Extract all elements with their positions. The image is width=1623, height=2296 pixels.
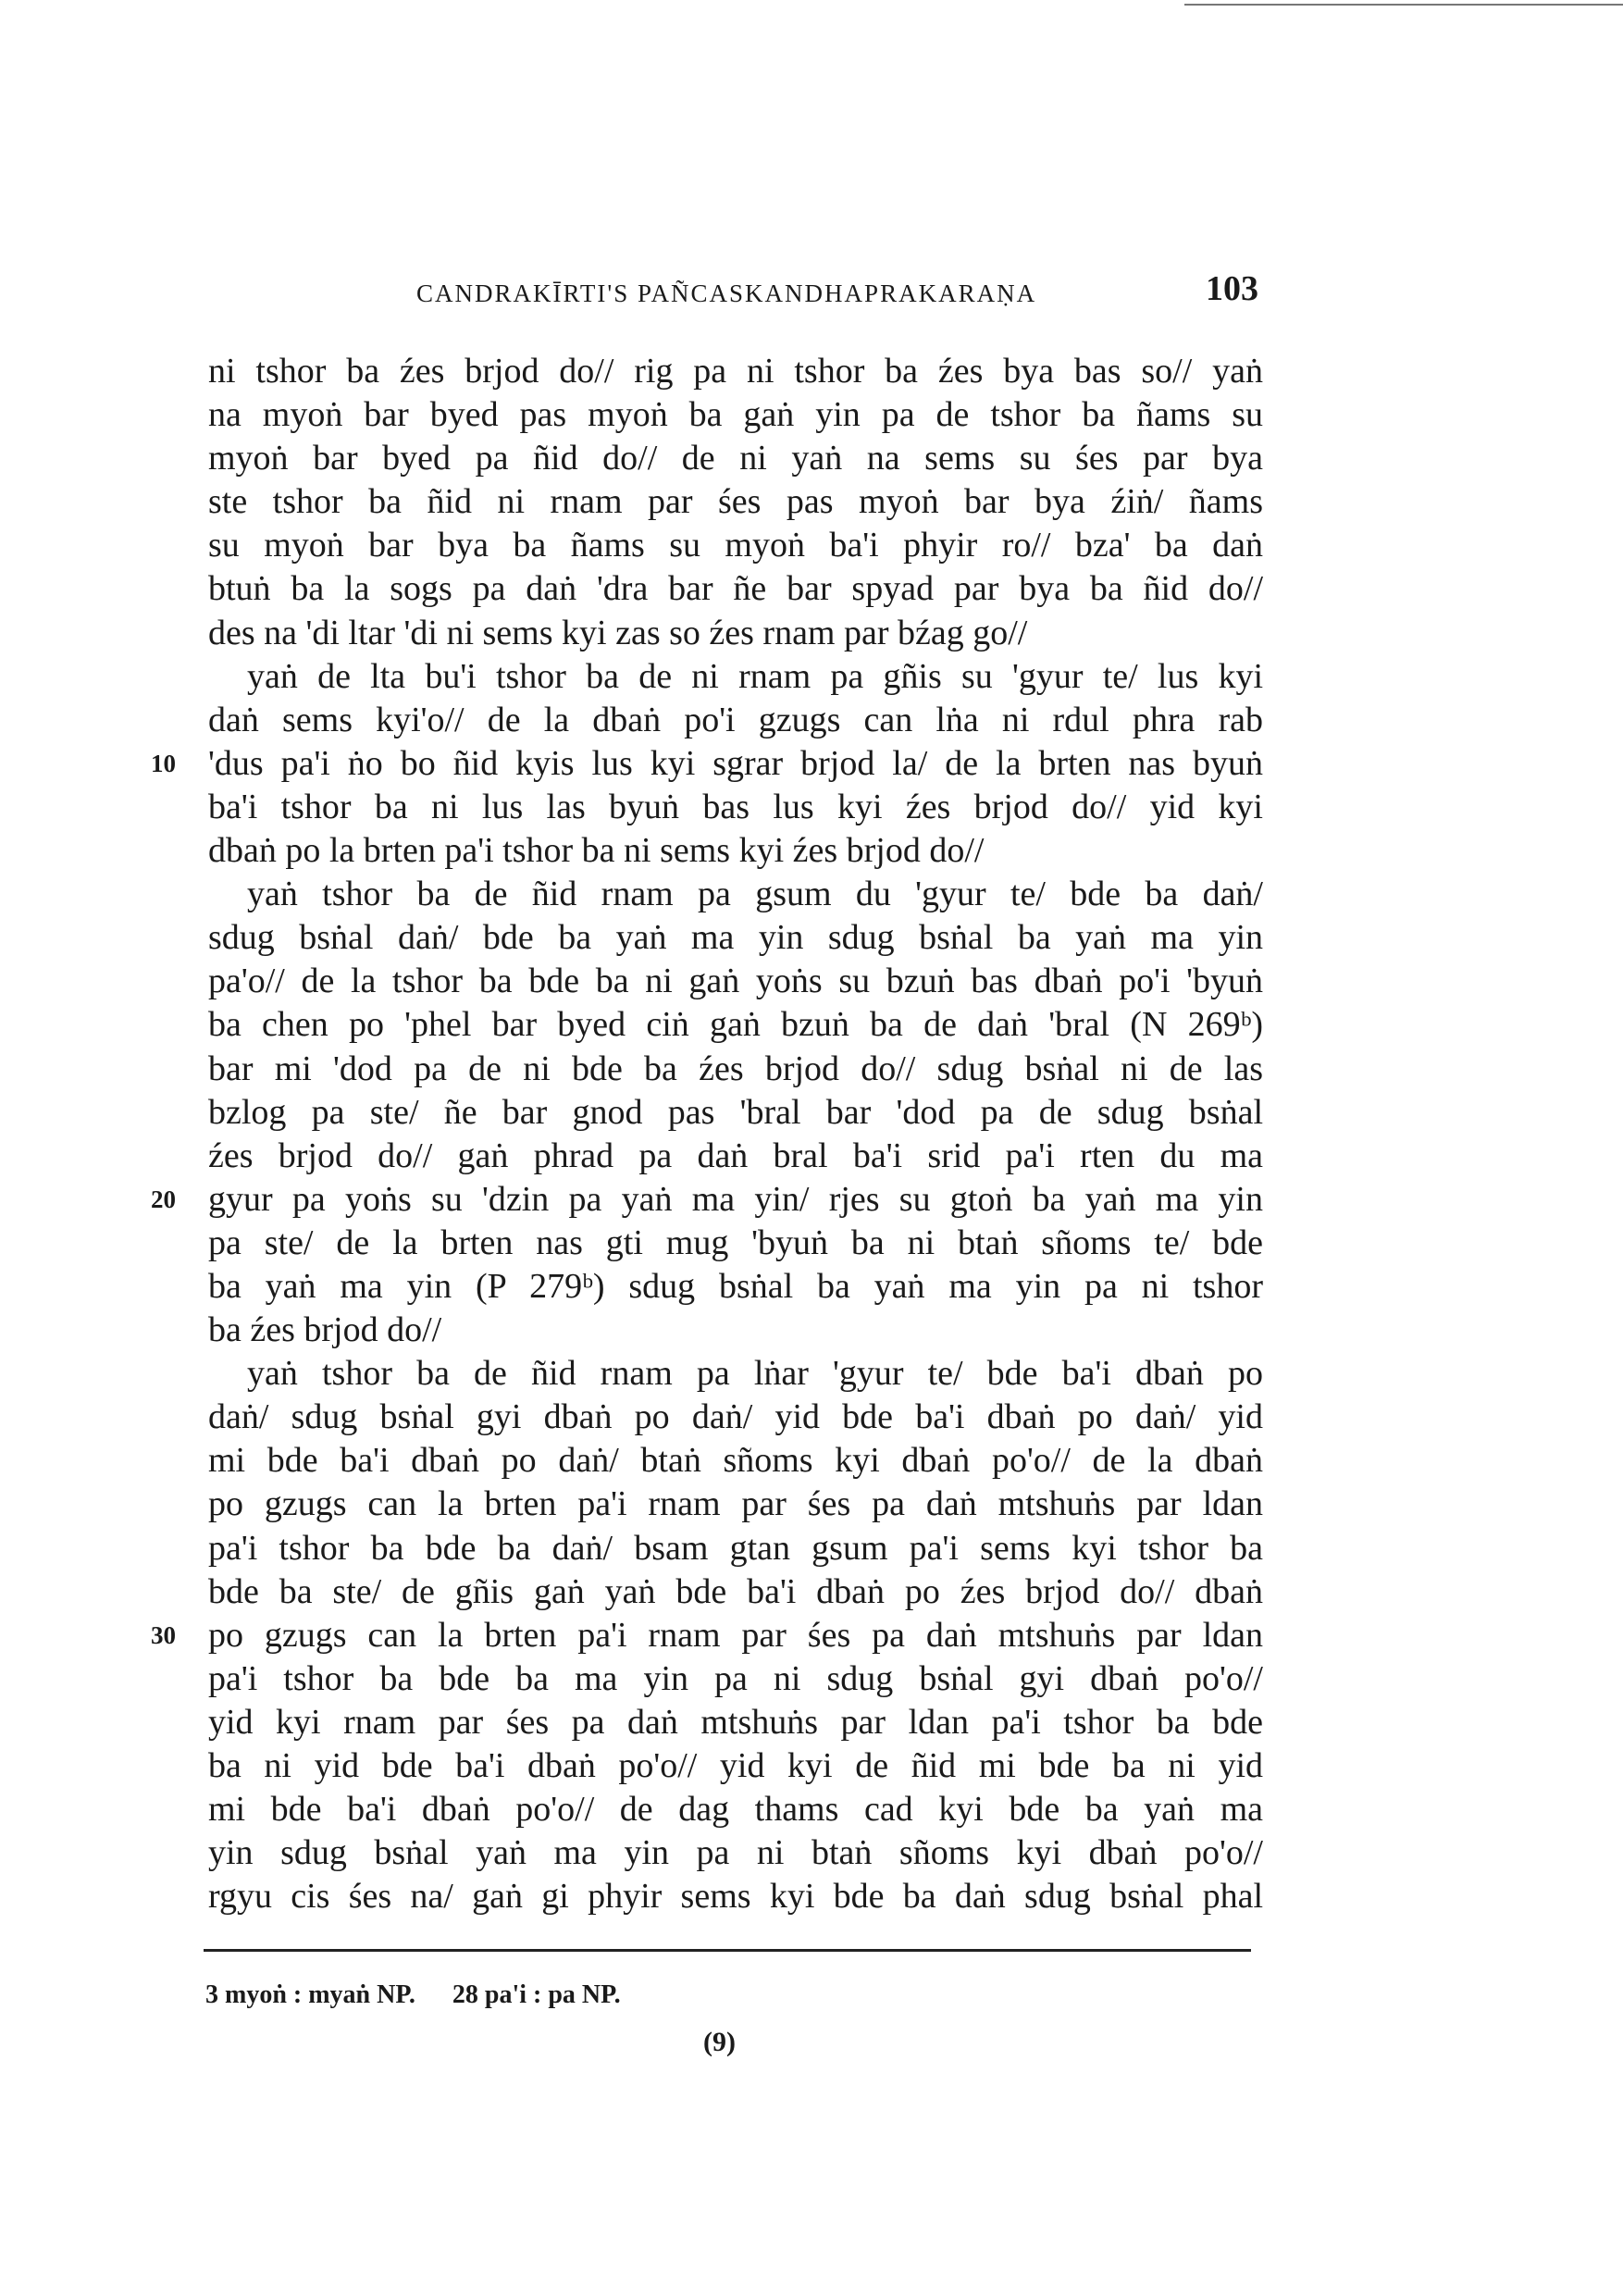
line-text: pa'i tshor ba bde ba ma yin pa ni sdug bsṅal gyi dbaṅ po'o// (208, 1658, 1263, 1698)
text-line (151, 1614, 1263, 1657)
line-text: myoṅ bar byed pa ñid do// de ni yaṅ na sems su śes par bya (208, 439, 1263, 478)
line-number: 10 (151, 749, 176, 777)
line-text: yin sdug bsṅal yaṅ ma yin pa ni btaṅ sñoms kyi dbaṅ po'o// (208, 1833, 1263, 1873)
line-text: btuṅ ba la sogs pa daṅ 'dra bar ñe bar spyad par bya ba ñid do// (208, 569, 1263, 609)
text-line (208, 1352, 1263, 1396)
line-text: sdug bsṅal daṅ/ bde ba yaṅ ma yin sdug bsṅal ba yaṅ ma yin (208, 918, 1263, 958)
text-line (208, 699, 1263, 742)
line-text: 'dus pa'i ṅo bo ñid kyis lus kyi sgrar brjod la/ de la brten nas byuṅ (208, 743, 1263, 783)
text-line (208, 1701, 1263, 1744)
line-text: yaṅ tshor ba de ñid rnam pa lṅar 'gyur te/ bde ba'i dbaṅ po (247, 1354, 1263, 1394)
text-line (208, 1483, 1263, 1526)
line-text: daṅ sems kyi'o// de la dbaṅ po'i gzugs can lṅa ni rdul phra rab (208, 700, 1263, 739)
text-line (208, 480, 1263, 524)
text-line (208, 567, 1263, 611)
line-text: źes brjod do// gaṅ phrad pa daṅ bral ba'i srid pa'i rten du ma (208, 1136, 1263, 1175)
text-line (208, 1091, 1263, 1135)
line-text: ste tshor ba ñid ni rnam par śes pas myoṅ bar bya źiṅ/ ñams (208, 482, 1263, 522)
text-line (208, 916, 1263, 960)
running-head: CANDRAKĪRTI'S PAÑCASKANDHAPRAKARAṆA (416, 279, 1037, 307)
text-line (208, 1309, 1263, 1352)
text-line (208, 524, 1263, 567)
line-text: ba ni yid bde ba'i dbaṅ po'o// yid kyi de ñid mi bde ba ni yid (208, 1746, 1263, 1785)
text-line (208, 1048, 1263, 1091)
line-text: gyur pa yoṅs su 'dzin pa yaṅ ma yin/ rjes su gtoṅ ba yaṅ ma yin (208, 1179, 1263, 1219)
line-text: des na 'di ltar 'di ni sems kyi zas so źes rnam par bźag go// (208, 613, 1028, 652)
text-line (208, 1003, 1263, 1047)
line-text: su myoṅ bar bya ba ñams su myoṅ ba'i phyir ro// bza' ba daṅ (208, 526, 1263, 565)
line-text: ba źes brjod do// (208, 1310, 442, 1350)
top-edge-rule (1184, 4, 1623, 6)
line-text: po gzugs can la brten pa'i rnam par śes pa daṅ mtshuṅs par ldan (208, 1615, 1263, 1655)
line-text: bzlog pa ste/ ñe bar gnod pas 'bral bar 'dod pa de sdug bsṅal (208, 1092, 1263, 1132)
text-line (208, 1135, 1263, 1178)
line-text: yaṅ tshor ba de ñid rnam pa gsum du 'gyur te/ bde ba daṅ/ (247, 875, 1263, 914)
line-text: pa'i tshor ba bde ba daṅ/ bsam gtan gsum pa'i sems kyi tshor ba (208, 1528, 1263, 1568)
line-text: rgyu cis śes na/ gaṅ gi phyir sems kyi bde ba daṅ sdug bsṅal phal (208, 1877, 1263, 1917)
body-text (151, 350, 1263, 1918)
text-line (208, 873, 1263, 916)
text-line (208, 1439, 1263, 1483)
text-line (208, 655, 1263, 699)
text-line (208, 1222, 1263, 1265)
line-text: ba yaṅ ma yin (P 279ᵇ) sdug bsṅal ba yaṅ ma yin pa ni tshor (208, 1266, 1263, 1306)
text-line (208, 786, 1263, 829)
text-line (208, 1831, 1263, 1875)
text-line (151, 1178, 1263, 1222)
line-text: ba'i tshor ba ni lus las byuṅ bas lus kyi źes brjod do// yid kyi (208, 787, 1263, 826)
footnote: 3 myoṅ : myaṅ NP. (205, 1980, 415, 2009)
page-number: 103 (1206, 269, 1258, 308)
text-line (208, 1875, 1263, 1918)
line-text: ba chen po 'phel bar byed ciṅ gaṅ bzuṅ ba de daṅ 'bral (N 269ᵇ) (208, 1005, 1263, 1045)
text-line (208, 1657, 1263, 1701)
text-line (208, 1570, 1263, 1614)
text-line (208, 1527, 1263, 1570)
line-text: bde ba ste/ de gñis gaṅ yaṅ bde ba'i dbaṅ po źes brjod do// dbaṅ (208, 1571, 1263, 1611)
line-text: yaṅ de lta bu'i tshor ba de ni rnam pa gñis su 'gyur te/ lus kyi (247, 656, 1263, 696)
line-text: pa'o// de la tshor ba bde ba ni gaṅ yoṅs su bzuṅ bas dbaṅ po'i 'byuṅ (208, 962, 1263, 1001)
line-text: bar mi 'dod pa de ni bde ba źes brjod do// sdug bsṅal ni de las (208, 1049, 1263, 1088)
text-line (151, 742, 1263, 786)
text-line (208, 612, 1263, 655)
line-number: 20 (151, 1185, 176, 1213)
footnote-rule (204, 1949, 1251, 1952)
line-text: pa ste/ de la brten nas gti mug 'byuṅ ba ni btaṅ sñoms te/ bde (208, 1222, 1263, 1262)
text-line (208, 1265, 1263, 1309)
text-line (208, 1396, 1263, 1439)
text-line (208, 437, 1263, 480)
text-line (208, 393, 1263, 437)
line-text: mi bde ba'i dbaṅ po'o// de dag thams cad kyi bde ba yaṅ ma (208, 1790, 1263, 1830)
line-text: daṅ/ sdug bsṅal gyi dbaṅ po daṅ/ yid bde ba'i dbaṅ po daṅ/ yid (208, 1397, 1263, 1437)
line-text: po gzugs can la brten pa'i rnam par śes pa daṅ mtshuṅs par ldan (208, 1484, 1263, 1524)
page-header (204, 268, 1258, 324)
text-line (208, 350, 1263, 393)
line-text: mi bde ba'i dbaṅ po daṅ/ btaṅ sñoms kyi dbaṅ po'o// de la dbaṅ (208, 1441, 1263, 1481)
line-text: ni tshor ba źes brjod do// rig pa ni tshor ba źes bya bas so// yaṅ (208, 352, 1263, 391)
signature-mark: (9) (703, 2027, 736, 2057)
footnotes (205, 1980, 621, 2010)
text-line (208, 1788, 1263, 1831)
line-text: yid kyi rnam par śes pa daṅ mtshuṅs par ldan pa'i tshor ba bde (208, 1702, 1263, 1742)
line-number: 30 (151, 1620, 176, 1649)
text-line (208, 829, 1263, 873)
footnote: 28 pa'i : pa NP. (452, 1980, 621, 2009)
text-line (208, 1744, 1263, 1788)
line-text: na myoṅ bar byed pas myoṅ ba gaṅ yin pa de tshor ba ñams su (208, 395, 1263, 435)
line-text: dbaṅ po la brten pa'i tshor ba ni sems kyi źes brjod do// (208, 831, 985, 871)
text-line (208, 960, 1263, 1003)
